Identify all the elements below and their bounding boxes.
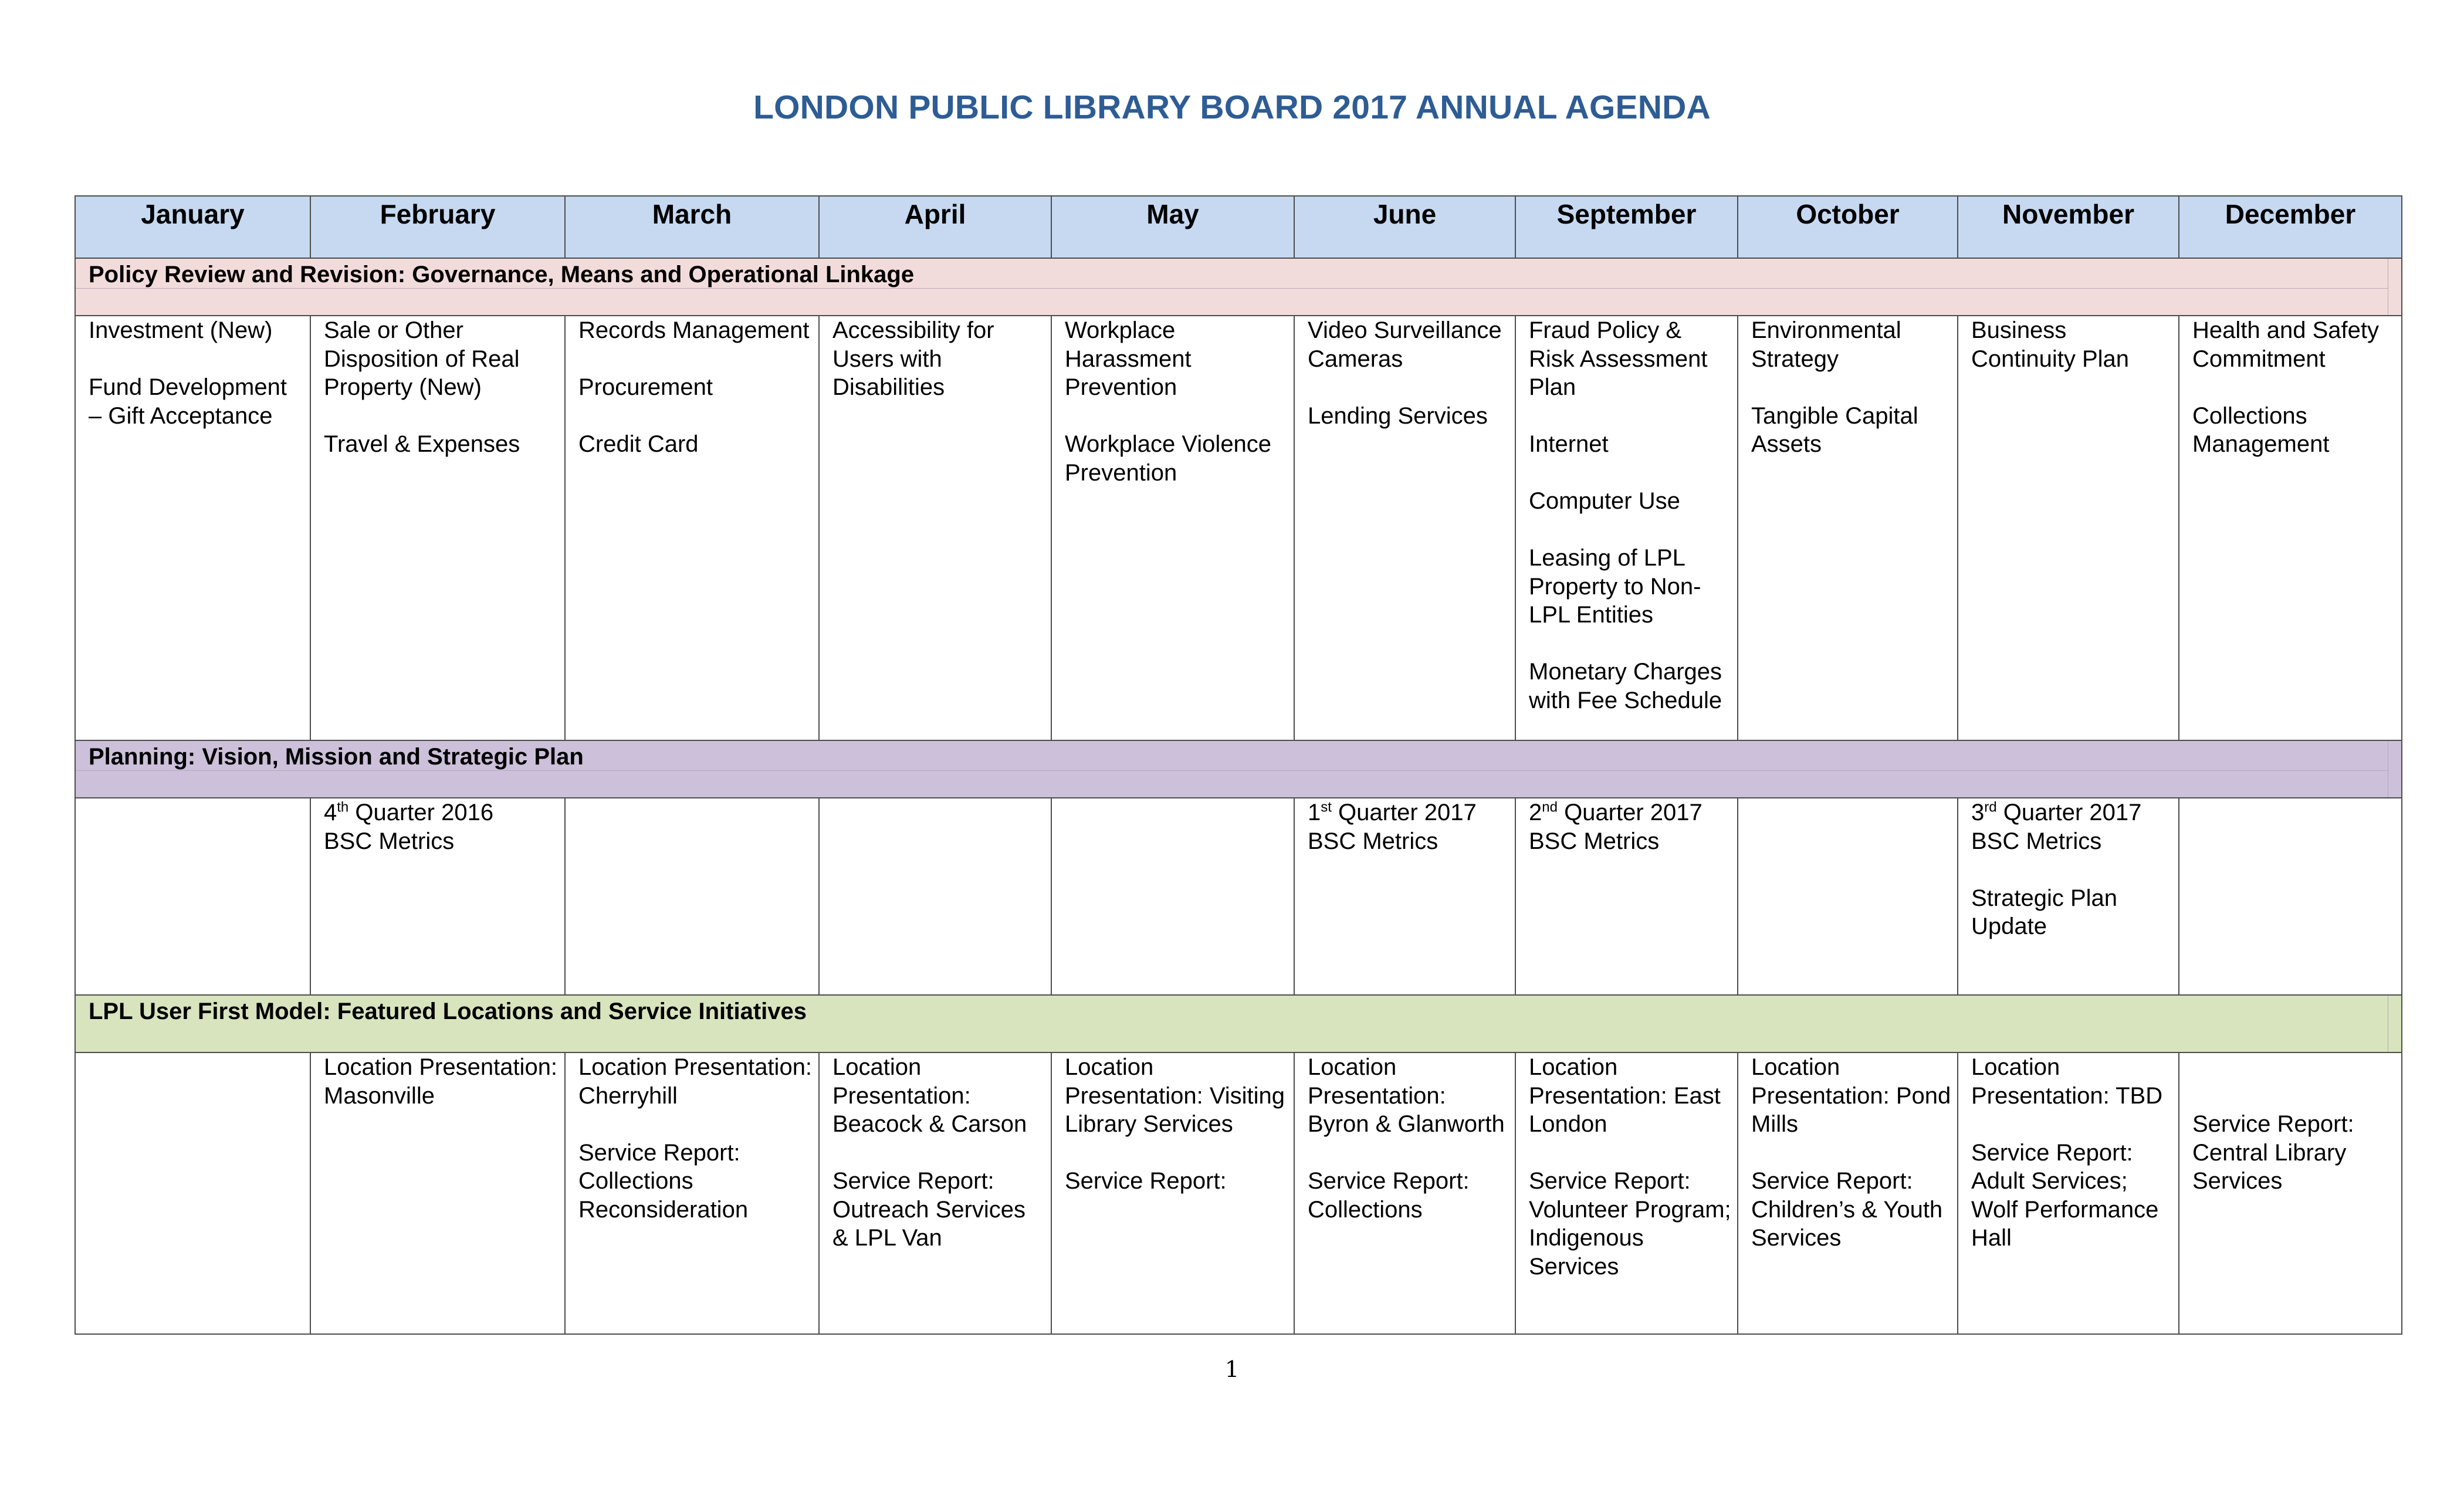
agenda-item: Monetary Charges with Fee Schedule [1529,659,1722,713]
agenda-item: Internet [1529,431,1609,457]
agenda-cell [1515,798,1738,995]
agenda-item: Credit Card [578,431,699,457]
agenda-item: Service Report: Adult Services; Wolf Performance Hall [1971,1139,2159,1251]
month-header: May [1051,196,1294,258]
agenda-item: Collections Management [2192,402,2330,457]
agenda-cell [819,798,1051,995]
agenda-item: Workplace Harassment Prevention [1065,317,1192,400]
section-label: Policy Review and Revision: Governance, Means and Operational Linkage [89,262,915,287]
agenda-item: Fund Development – Gift Acceptance [89,374,287,429]
user-first-row [75,1052,2402,1334]
agenda-item: Travel & Expenses [324,431,520,457]
agenda-cell [1294,316,1515,740]
agenda-cell [1051,798,1294,995]
page-title: LONDON PUBLIC LIBRARY BOARD 2017 ANNUAL AGENDA [753,89,1711,126]
agenda-item: Location Presentation: Masonville [324,1054,558,1109]
agenda-item: Sale or Other Disposition of Real Property (New) [324,317,520,400]
agenda-item: Business Continuity Plan [1971,317,2130,372]
agenda-cell [1738,798,1958,995]
agenda-item: Workplace Violence Prevention [1065,431,1272,486]
agenda-item: Service Report: Children’s & Youth Services [1751,1168,1943,1251]
agenda-item: Records Management [578,317,810,343]
agenda-cell [2179,1052,2402,1334]
agenda-item: Location Presentation: Beacock & Carson [832,1054,1027,1137]
agenda-cell [1738,1052,1958,1334]
agenda-cell [1515,1052,1738,1334]
agenda-item: Service Report: [1065,1168,1227,1194]
agenda-item: Location Presentation: TBD [1971,1054,2163,1109]
agenda-cell [1958,316,2179,740]
agenda-item: Accessibility for Users with Disabilities [832,317,994,400]
section-header-row [75,258,2402,316]
month-header: November [1958,196,2179,258]
agenda-cell [75,1052,310,1334]
agenda-item: Location Presentation: East London [1529,1054,1721,1137]
agenda-item: Procurement [578,374,713,400]
month-header: December [2179,196,2402,258]
agenda-cell [565,316,819,740]
agenda-item: 3rd Quarter 2017 BSC Metrics [1971,799,2142,854]
agenda-item: Service Report: Central Library Services [2192,1111,2354,1194]
agenda-item: Location Presentation: Visiting Library Services [1065,1054,1285,1137]
agenda-cell [75,798,310,995]
agenda-item: Environmental Strategy [1751,317,1901,372]
section-label: LPL User First Model: Featured Locations and Service Initiatives [89,999,807,1024]
agenda-item: Service Report: Collections [1308,1168,1470,1223]
month-header: March [565,196,819,258]
agenda-cell [1738,316,1958,740]
agenda-cell [310,1052,565,1334]
agenda-item: Location Presentation: Pond Mills [1751,1054,1951,1137]
section-header-row [75,740,2402,798]
agenda-item: Location Presentation: Byron & Glanworth [1308,1054,1505,1137]
agenda-cell [1294,798,1515,995]
agenda-cell [310,316,565,740]
month-header: April [819,196,1051,258]
agenda-item: Investment (New) [89,317,273,343]
section-header-row [75,995,2402,1052]
month-header: September [1515,196,1738,258]
page-number: 1 [1224,1356,1240,1382]
month-header: February [310,196,565,258]
agenda-item: Lending Services [1308,402,1488,429]
agenda-cell [310,798,565,995]
agenda-item: Leasing of LPL Property to Non-LPL Entities [1529,545,1701,628]
section-user-first-header [75,995,2402,1052]
month-header: June [1294,196,1515,258]
month-header-row [75,196,2402,258]
section-label: Planning: Vision, Mission and Strategic Plan [89,744,584,770]
agenda-cell [565,798,819,995]
agenda-cell [2179,798,2402,995]
agenda-item: 1st Quarter 2017 BSC Metrics [1308,799,1477,854]
agenda-item: Service Report: Volunteer Program; Indigenous Services [1529,1168,1731,1280]
agenda-item: Strategic Plan Update [1971,885,2118,939]
month-header: October [1738,196,1958,258]
agenda-item: 2nd Quarter 2017 BSC Metrics [1529,799,1703,854]
agenda-item: Computer Use [1529,488,1680,514]
agenda-item: Health and Safety Commitment [2192,317,2379,372]
agenda-cell [819,1052,1051,1334]
agenda-cell [565,1052,819,1334]
month-header: January [75,196,310,258]
agenda-cell [1051,1052,1294,1334]
agenda-cell [1958,1052,2179,1334]
agenda-cell [75,316,310,740]
agenda-item: Location Presentation: Cherryhill [578,1054,813,1109]
policy-row [75,316,2402,740]
agenda-cell [1051,316,1294,740]
agenda-item: Service Report: Outreach Services & LPL Van [832,1168,1026,1251]
agenda-item: Service Report: Collections Reconsideration [578,1139,749,1223]
planning-row [75,798,2402,995]
agenda-item: 4th Quarter 2016 BSC Metrics [324,799,494,854]
agenda-item: Fraud Policy & Risk Assessment Plan [1529,317,1708,400]
agenda-cell [1294,1052,1515,1334]
agenda-item: Tangible Capital Assets [1751,402,1918,457]
section-planning-header [75,740,2402,798]
agenda-cell [2179,316,2402,740]
agenda-cell [819,316,1051,740]
agenda-cell [1958,798,2179,995]
agenda-table [75,195,2402,1335]
section-policy-header [75,258,2402,316]
agenda-cell [1515,316,1738,740]
agenda-item [2192,1053,2395,1082]
agenda-item: Video Surveillance Cameras [1308,317,1502,372]
